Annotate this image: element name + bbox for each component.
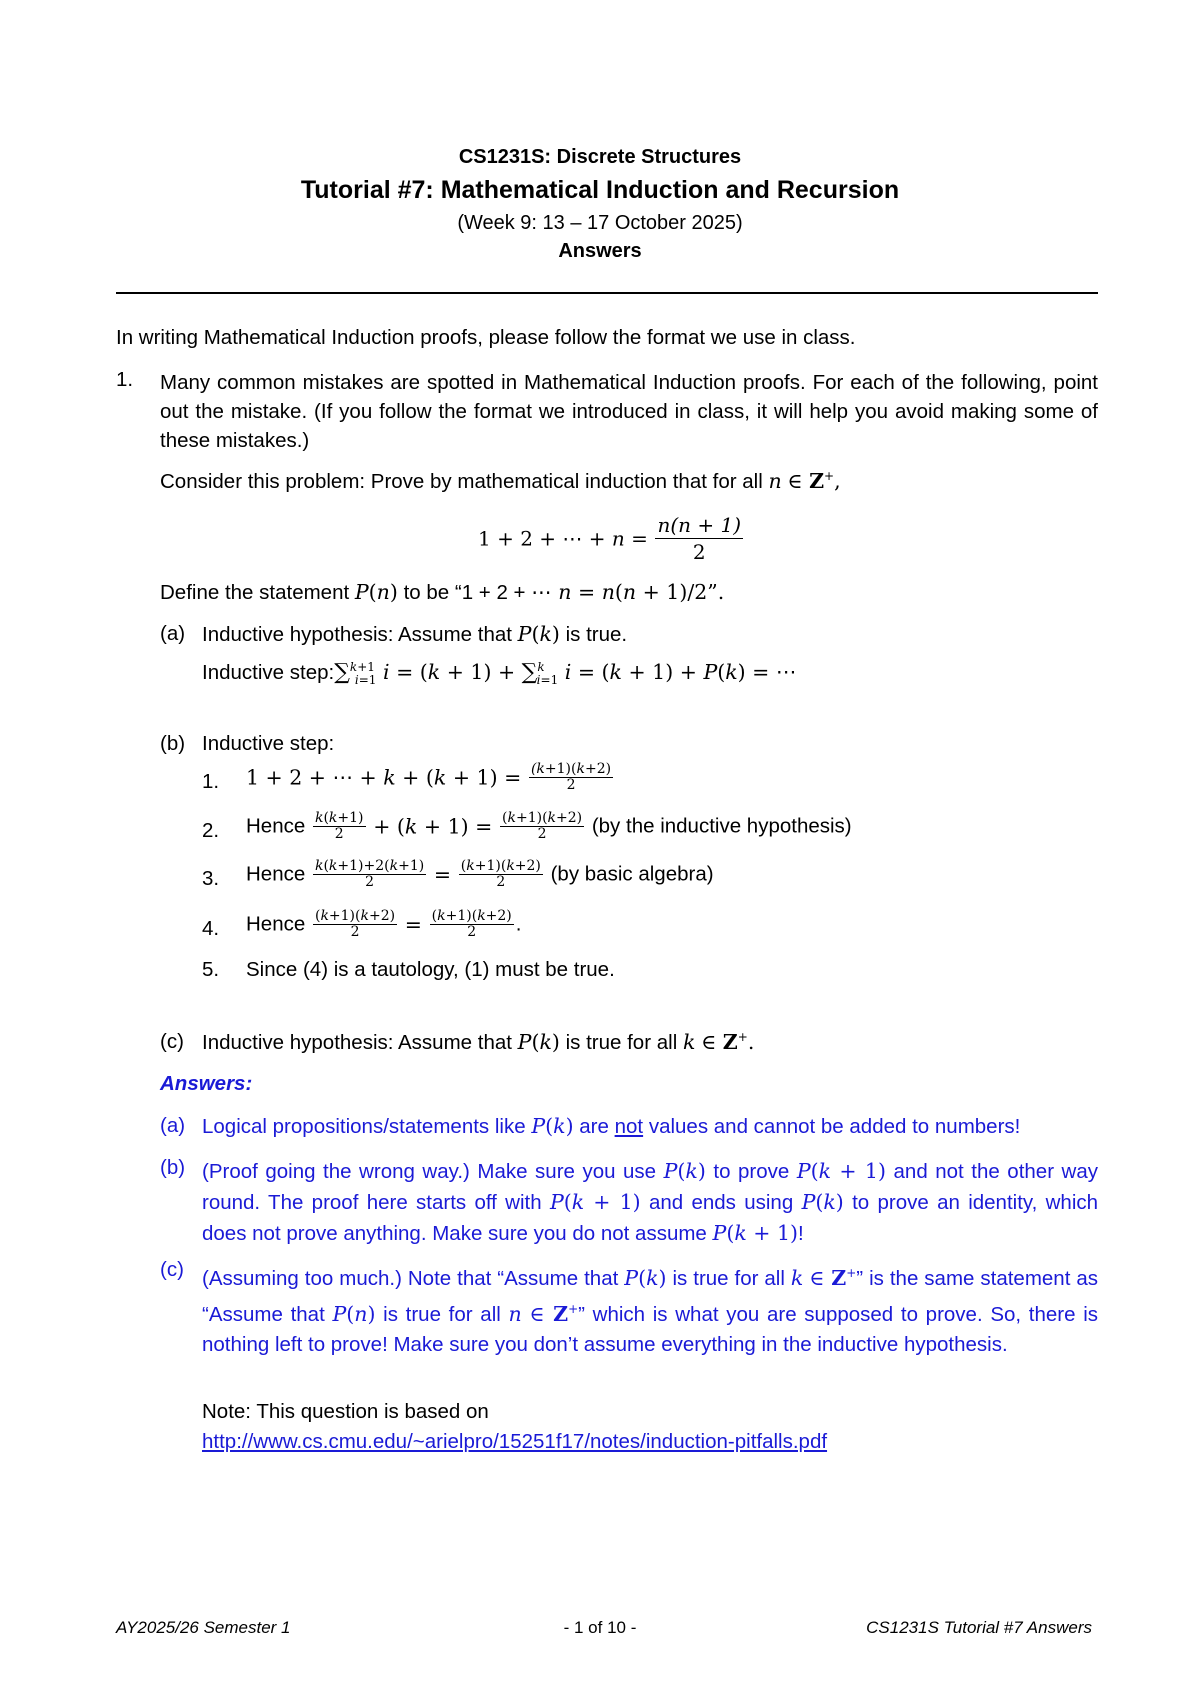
step-5-text: Since (4) is a tautology, (1) must be true. (246, 958, 615, 981)
part-a-line1: Inductive hypothesis: Assume that P(k) is true. (202, 622, 628, 646)
answer-c-part5: ” which is what you are supposed to prove. So, there is nothing left to prove! Make sure you don’t assume everything in the inductive hypothesis. (202, 1302, 1099, 1356)
part-c-mid: is true for all (565, 1031, 678, 1054)
answers-heading: Answers: (160, 1072, 253, 1095)
step-3-number: 3. (202, 867, 220, 890)
course-title: CS1231S: Discrete Structures (458, 146, 742, 168)
step-3-equation: Hence $\frac{k(k+1)+2(k+1)}{2}$ = $\frac{(k+1)(k+2)}{2}$ (by basic algebra) (246, 858, 714, 890)
step-2-equation: Hence $\frac{k(k+1)}{2}$ + (k + 1) = $\frac{(k+1)(k+2)}{2}$ (by the inductive hypothesis) (246, 810, 852, 842)
step-4-number: 4. (202, 917, 220, 940)
intro-text: In writing Mathematical Induction proofs, please follow the format we use in class. (116, 326, 856, 349)
define-mid: to be “1 + 2 + ⋯ (403, 581, 552, 604)
source-link[interactable]: http://www.cs.cmu.edu/~arielpro/15251f17/notes/induction-pitfalls.pdf (202, 1430, 828, 1453)
header-rule (116, 292, 1098, 294)
answer-b-part3: and not the other way round. The proof here starts off with (202, 1160, 1098, 1214)
answer-b-text: (Proof going the wrong way.) Make sure you use P(k) to prove P(k + 1) and not the other way round. The proof here starts off with P(k + 1) and ends using P(k) to prove an identity, which does not prove anything. Make sure you do not assume P(k + 1)! (202, 1159, 1099, 1245)
answer-b-part1: (Proof going the wrong way.) Make sure you use (202, 1160, 657, 1183)
step-4-period: . (515, 912, 522, 936)
part-b-title: Inductive step: (202, 732, 335, 755)
footer-doc-title: CS1231S Tutorial #7 Answers (866, 1618, 1092, 1637)
part-c-hypothesis: Inductive hypothesis: Assume that (202, 1031, 512, 1054)
tutorial-title: Tutorial #7: Mathematical Induction and Recursion (300, 176, 900, 204)
part-a-hypothesis: Inductive hypothesis: Assume that (202, 623, 512, 646)
answer-c-part4: is true for all (383, 1302, 501, 1326)
step-2-hence: Hence (246, 814, 306, 838)
answer-c-label: (c) (160, 1258, 184, 1281)
step-1-equation: 1 + 2 + ⋯ + k + (k + 1) = $\frac{(k+1)(k+2)}{2}$ (246, 761, 612, 793)
answer-c-part3: ” is the same statement as “Assume that (202, 1266, 1099, 1326)
footer-page-number: - 1 of 10 - (563, 1618, 637, 1637)
answer-b-part4: and ends using (648, 1191, 794, 1214)
step-3-reason: (by basic algebra) (550, 862, 714, 886)
footer-semester: AY2025/26 Semester 1 (116, 1618, 291, 1637)
question-number: 1. (116, 368, 134, 391)
step-4-hence: Hence (246, 912, 306, 936)
source-link-wrap (202, 1430, 827, 1454)
main-equation: 1 + 2 + ⋯ + n = $\frac{n(n + 1)}{2}$ (478, 513, 742, 564)
step-5-number: 5. (202, 958, 220, 981)
answers-subtitle: Answers (558, 240, 642, 262)
part-a-hypothesis-end: is true. (565, 623, 628, 646)
answer-a-post: values and cannot be added to numbers! (648, 1115, 1021, 1138)
part-c-text: Inductive hypothesis: Assume that P(k) is true for all k ∈ Z+. (202, 1030, 755, 1054)
answer-c-text: (Assuming too much.) Note that “Assume that P(k) is true for all k ∈ Z+” is the same statement as “Assume that P(n) is true for all n ∈ Z+” which is what you are supposed to prove. So, there is nothing left to prove! Make sure you don’t assume everything in the inductive hypothesis. (202, 1265, 1099, 1356)
consider-text: Consider this problem: Prove by mathematical induction that for all (160, 470, 763, 493)
part-c-label: (c) (160, 1030, 184, 1053)
step-1-number: 1. (202, 770, 220, 793)
answer-b-label: (b) (160, 1156, 186, 1179)
answer-c-part2: is true for all (672, 1266, 785, 1290)
define-text: Define the statement (160, 581, 350, 604)
part-a-label: (a) (160, 622, 186, 645)
question-text: Many common mistakes are spotted in Mathematical Induction proofs. For each of the following, point out the mistake. (If you follow the format we introduced in class, it will help you avoid making some of these mistakes.) (160, 371, 1098, 452)
week-line: (Week 9: 13 – 17 October 2025) (457, 212, 743, 234)
step-3-hence: Hence (246, 862, 306, 886)
part-a-step-label: Inductive step: (202, 661, 335, 684)
answer-b-part5: to prove an identity, which does not prove anything. Make sure you do not assume (202, 1191, 1099, 1245)
consider-line: Consider this problem: Prove by mathematical induction that for all n ∈ Z+, (160, 469, 841, 493)
answer-b-part2: to prove (713, 1160, 790, 1183)
step-2-number: 2. (202, 819, 220, 842)
main-fraction: $\frac{n(n + 1)}{2}$ (657, 513, 742, 564)
answer-a-pre: Logical propositions/statements like (202, 1115, 526, 1138)
define-line: Define the statement P(n) to be “1 + 2 + ⋯ n = n(n + 1)/2”. (160, 580, 725, 604)
answer-a-not: not (614, 1115, 644, 1138)
answer-c-part1: (Assuming too much.) Note that “Assume that (202, 1266, 619, 1290)
answer-a-text: Logical propositions/statements like P(k) are not values and cannot be added to numbers! (202, 1114, 1021, 1138)
note-text: Note: This question is based on (202, 1400, 489, 1423)
answer-a-are: are (579, 1115, 609, 1138)
part-b-label: (b) (160, 732, 186, 755)
answer-a-label: (a) (160, 1114, 186, 1137)
step-4-equation: Hence $\frac{(k+1)(k+2)}{2}$ = $\frac{(k+1)(k+2)}{2}$ . (246, 908, 522, 940)
step-2-reason: (by the inductive hypothesis) (591, 814, 852, 838)
part-a-line2: Inductive step:∑$^{k+1}_{i=1}$ i = (k + 1) + ∑$^k_{i=1}$ i = (k + 1) + P(k) = ⋯ (202, 660, 797, 688)
